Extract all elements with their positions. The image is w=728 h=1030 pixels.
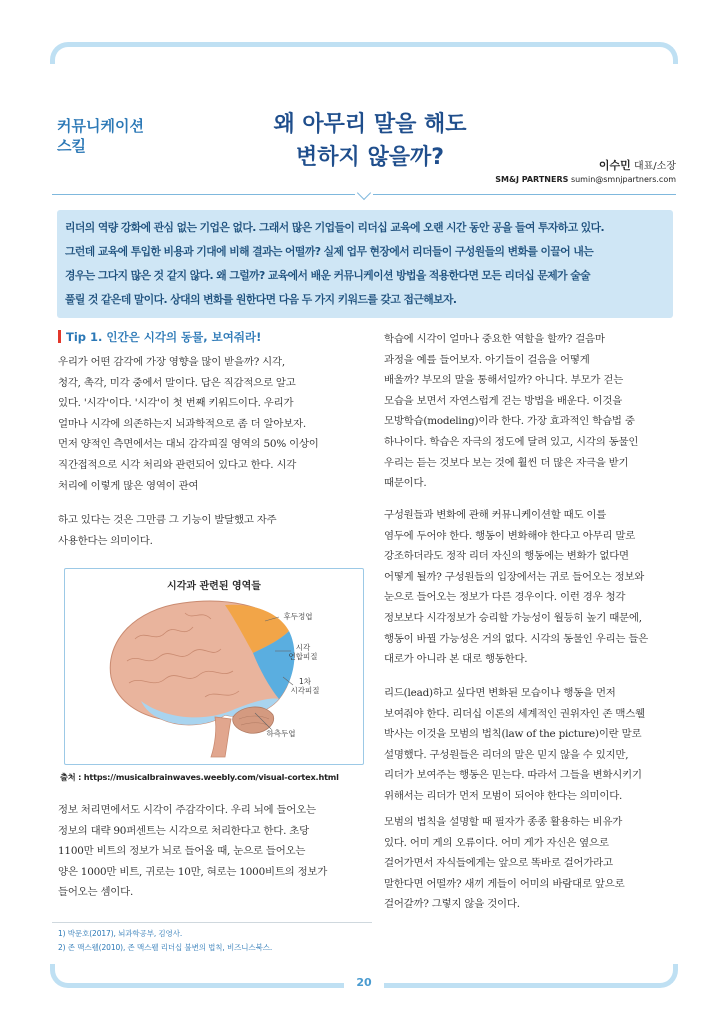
brain-stem: [211, 717, 231, 757]
text-line: 사용한다는 의미이다.: [58, 534, 153, 547]
text-line: 모방학습(modeling)이라 한다. 가장 효과적인 학습법 중: [384, 415, 635, 428]
author-email: sumin@smnjpartners.com: [570, 175, 676, 184]
text-line: 배울까? 부모의 말을 통해서일까? 아니다. 부모가 걷는: [384, 374, 624, 387]
text-line: 양은 1000만 비트, 귀로는 10만, 혀로는 1000비트의 정보가: [58, 865, 328, 878]
text-line: 보여줘야 한다. 리더십 이론의 세계적인 권위자인 존 맥스웰: [384, 707, 645, 720]
text-line: 먼저 양적인 측면에서는 대뇌 감각피질 영역의 50% 이상이: [58, 438, 319, 451]
left-paragraph-1: [58, 352, 364, 496]
text-line: 강조하더라도 정작 리더 자신의 행동에는 변화가 없다면: [384, 550, 629, 563]
title-line2: 변하지 않을까?: [296, 145, 444, 170]
left-paragraph-2: [58, 510, 364, 551]
text-line: 처리에 이렇게 많은 영역이 관여: [58, 479, 199, 492]
text-line: 청각, 촉각, 미각 중에서 말이다. 답은 직감적으로 알고: [58, 376, 296, 389]
footnote-1: 1) 박문호(2017), 뇌과학공부, 김영사.: [58, 929, 183, 938]
label-visual-association-line1: 시각: [295, 643, 311, 652]
right-paragraph-4: [384, 812, 676, 915]
text-line: 직간접적으로 시각 처리와 관련되어 있다고 한다. 시각: [58, 458, 297, 471]
right-paragraph-3: [384, 683, 676, 807]
label-primary-visual-line2: 시각피질: [290, 686, 320, 695]
tip-heading-text: Tip 1. 인간은 시각의 동물, 보여줘라!: [66, 330, 262, 344]
section-label: [57, 116, 197, 156]
chevron-down-icon: [355, 188, 373, 200]
tip-marker-bar: [58, 330, 61, 343]
right-paragraph-2: [384, 505, 676, 670]
text-line: 눈으로 들어오는 정보가 다른 경우이다. 이런 경우 청각: [384, 591, 626, 604]
author-affiliation: [495, 175, 676, 184]
label-visual-association-line2: 연합피질: [288, 652, 318, 661]
label-primary-visual: [285, 677, 325, 695]
text-line: 대로가 아니라 본 대로 행동한다.: [384, 653, 528, 666]
intro-line: 풀릴 것 같은데 말이다. 상대의 변화를 원한다면 다음 두 가지 키워드를 갖고 접근해보자.: [65, 293, 457, 306]
text-line: 설명했다. 구성원들은 리더의 말은 믿지 않을 수 있지만,: [384, 748, 629, 761]
text-line: 학습에 시각이 얼마나 중요한 역할을 할까? 걸음마: [384, 333, 605, 345]
text-line: 과정을 예를 들어보자. 아기들이 걸음을 어떻게: [384, 353, 590, 366]
section-label-line1: 커뮤니케이션: [57, 117, 144, 135]
text-line: 있다. '시각'이다. '시각'이 첫 번째 키워드이다. 우리가: [58, 397, 294, 410]
brain-illustration: [65, 569, 363, 764]
text-line: 박사는 이것을 모범의 법칙(law of the picture)이란 말로: [384, 728, 642, 741]
text-line: 구성원들과 변화에 관해 커뮤니케이션할 때도 이를: [384, 509, 607, 521]
label-inferotemporal: 하측두엽: [266, 729, 296, 738]
text-line: 1100만 비트의 정보가 뇌로 들어올 때, 눈으로 들어오는: [58, 845, 306, 858]
intro-line: 경우는 그다지 많은 것 같지 않다. 왜 그럴까? 교육에서 배운 커뮤니케이션 방법을 적용한다면 모든 리더십 문제가 술술: [65, 269, 590, 282]
left-paragraph-3: [58, 800, 364, 903]
text-line: 행동이 바뀔 가능성은 거의 없다. 시각의 동물인 우리는 들은: [384, 632, 649, 645]
label-primary-visual-line1: 1차: [298, 677, 312, 686]
author-name: 이수민: [598, 159, 631, 172]
footnote-divider: [52, 922, 372, 923]
text-line: 어떻게 될까? 구성원들의 입장에서는 귀로 들어오는 정보와: [384, 570, 645, 583]
right-paragraph-1: [384, 329, 676, 494]
text-line: 얼마나 시각에 의존하는지 뇌과학적으로 좀 더 알아보자.: [58, 417, 306, 430]
top-frame-decoration: [50, 42, 678, 64]
text-line: 걸어갈까? 그렇지 않을 것이다.: [384, 898, 520, 911]
author-byline: [599, 157, 676, 173]
label-parietal: 후두정엽: [283, 612, 313, 621]
text-line: 하나이다. 학습은 자극의 정도에 달려 있고, 시각의 동물인: [384, 435, 639, 448]
text-line: 정보 처리면에서도 시각이 주감각이다. 우리 뇌에 들어오는: [58, 804, 316, 816]
page-title: [220, 108, 520, 174]
text-line: 리드(lead)하고 싶다면 변화된 모습이나 행동을 먼저: [384, 687, 616, 699]
text-line: 때문이다.: [384, 477, 427, 490]
text-line: 있다. 어미 게의 오류이다. 어미 게가 자신은 옆으로: [384, 836, 609, 849]
company-name: SM&J PARTNERS: [495, 175, 569, 184]
intro-line: 리더의 역량 강화에 관심 없는 기업은 없다. 그래서 많은 기업들이 리더십 교육에 오랜 시간 동안 공을 들여 투자하고 있다.: [65, 221, 605, 234]
text-line: 우리는 듣는 것보다 보는 것에 훨씬 더 많은 자극을 받기: [384, 456, 629, 469]
intro-line: 그런데 교육에 투입한 비용과 기대에 비해 결과는 어떨까? 실제 업무 현장에서 리더들이 구성원들의 변화를 이끌어 내는: [65, 245, 594, 258]
text-line: 리더가 보여주는 행동은 믿는다. 따라서 그들을 변화시키기: [384, 769, 642, 782]
text-line: 위해서는 리더가 먼저 모범이 되어야 한다는 의미이다.: [384, 789, 623, 802]
footnote-2: 2) 존 맥스웰(2010), 존 맥스웰 리더십 불변의 법칙, 비즈니스북스.: [58, 943, 273, 952]
section-label-line2: 스킬: [57, 137, 86, 155]
text-line: 정보의 대략 90퍼센트는 시각으로 처리한다고 한다. 초당: [58, 824, 309, 837]
text-line: 모범의 법칙을 설명할 때 필자가 종종 활용하는 비유가: [384, 816, 623, 828]
figure-source: 출처 : https://musicalbrainwaves.weebly.com/visual-cortex.html: [60, 772, 339, 782]
text-line: 모습을 보면서 자연스럽게 걷는 방법을 배운다. 이것을: [384, 394, 623, 407]
title-line1: 왜 아무리 말을 해도: [273, 112, 467, 137]
label-visual-association: [283, 643, 323, 661]
text-line: 우리가 어떤 감각에 가장 영향을 많이 받을까? 시각,: [58, 356, 285, 368]
tip-heading: [58, 329, 261, 345]
text-line: 걸어가면서 자식들에게는 앞으로 똑바로 걸어가라고: [384, 857, 613, 870]
text-line: 들어오는 셈이다.: [58, 886, 134, 899]
text-line: 염두에 두어야 한다. 행동이 변화해야 한다고 아무리 말로: [384, 529, 636, 542]
page-number: 20: [344, 976, 384, 989]
text-line: 말한다면 어떨까? 새끼 게들이 어미의 바람대로 앞으로: [384, 877, 625, 890]
brain-figure: [64, 568, 364, 765]
text-line: 정보보다 시각정보가 승리할 가능성이 월등히 높기 때문에,: [384, 611, 642, 624]
author-role: 대표/소장: [633, 161, 676, 172]
text-line: 하고 있다는 것은 그만큼 그 기능이 발달했고 자주: [58, 514, 277, 526]
figure-title: 시각과 관련된 영역들: [167, 581, 261, 592]
intro-box: [57, 210, 673, 318]
